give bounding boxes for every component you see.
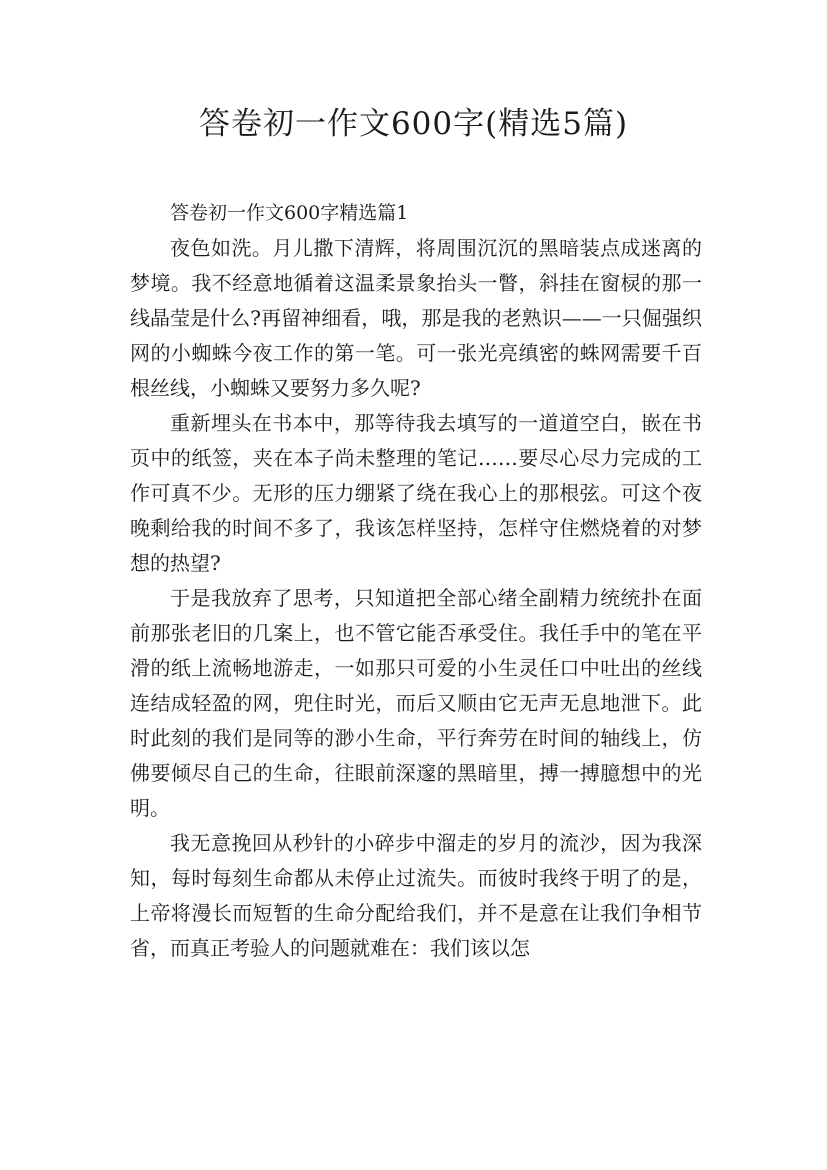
document-body xyxy=(130,196,702,966)
paragraph: 夜色如洗。月儿撒下清辉，将周围沉沉的黑暗装点成迷离的梦境。我不经意地循着这温柔景象抬头一瞥，斜挂在窗棂的那一线晶莹是什么?再留神细看，哦，那是我的老熟识——一只倔强织网的小蜘蛛今夜工作的第一笔。可一张光亮缜密的蛛网需要千百根丝线，小蜘蛛又要努力多久呢? xyxy=(130,236,702,400)
document-title: 答卷初一作文600字(精选5篇) xyxy=(198,106,629,142)
paragraph: 于是我放弃了思考，只知道把全部心绪全副精力统统扑在面前那张老旧的几案上，也不管它能否承受住。我任手中的笔在平滑的纸上流畅地游走，一如那只可爱的小生灵任口中吐出的丝线连结成轻盈的网，兜住时光，而后又顺由它无声无息地泄下。此时此刻的我们是同等的渺小生命，平行奔劳在时间的轴线上，仿佛要倾尽自己的生命，往眼前深邃的黑暗里，搏一搏臆想中的光明。 xyxy=(130,586,702,820)
paragraph: 重新埋头在书本中，那等待我去填写的一道道空白，嵌在书页中的纸签，夹在本子尚未整理的笔记……要尽心尽力完成的工作可真不少。无形的压力绷紧了绕在我心上的那根弦。可这个夜晚剩给我的时间不多了，我该怎样坚持，怎样守住燃烧着的对梦想的热望? xyxy=(130,411,702,575)
paragraph: 我无意挽回从秒针的小碎步中溜走的岁月的流沙，因为我深知，每时每刻生命都从未停止过流失。而彼时我终于明了的是，上帝将漫长而短暂的生命分配给我们，并不是意在让我们争相节省，而真正考验人的问题就难在：我们该以怎 xyxy=(130,831,702,960)
section-heading: 答卷初一作文600字精选篇1 xyxy=(170,202,409,224)
